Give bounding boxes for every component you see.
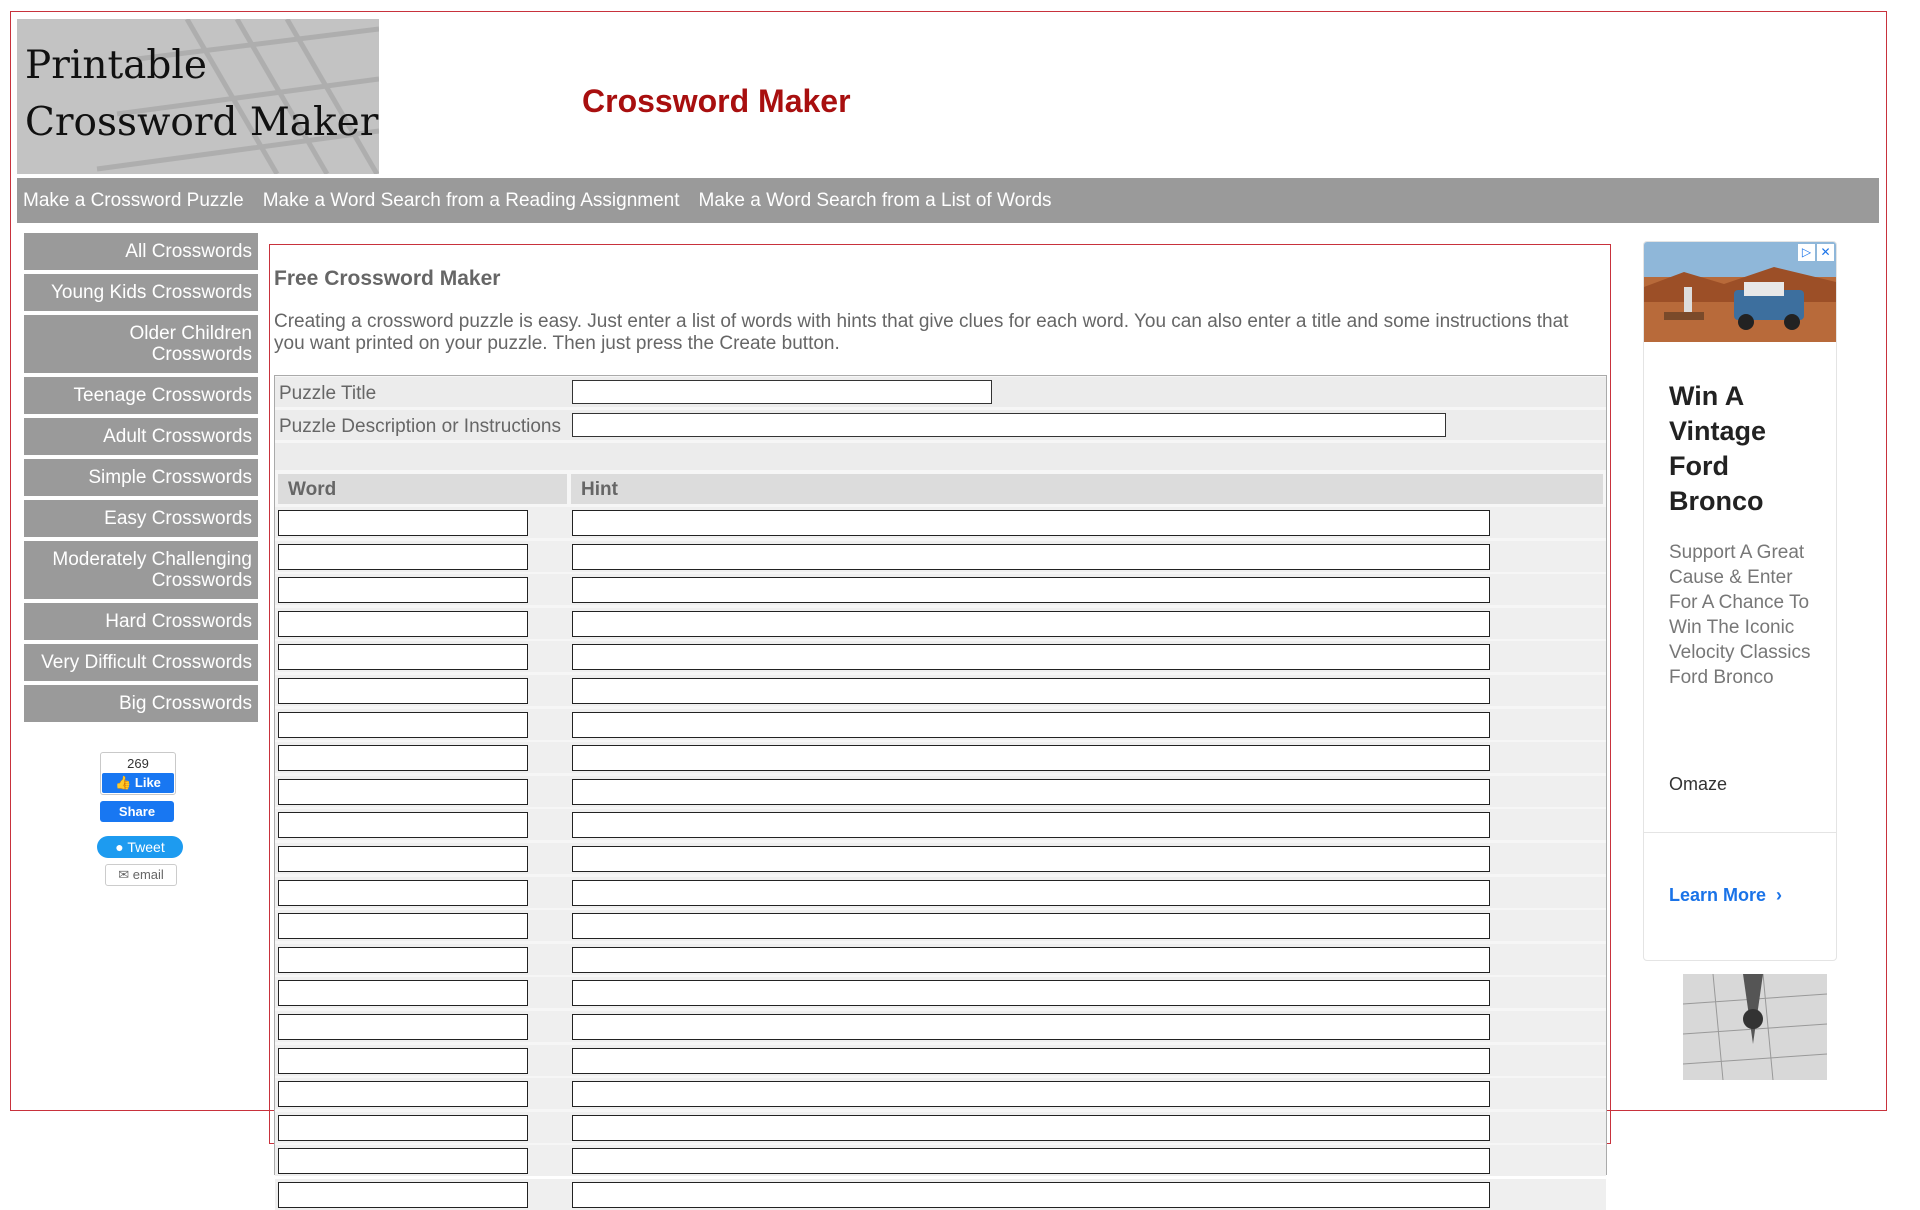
word-input[interactable] [278, 947, 528, 973]
chevron-right-icon: › [1771, 885, 1783, 905]
sidebar-item-big[interactable]: Big Crosswords [24, 685, 258, 722]
word-input[interactable] [278, 1081, 528, 1107]
word-hint-row [275, 608, 1606, 639]
hint-input[interactable] [572, 779, 1490, 805]
hint-input[interactable] [572, 913, 1490, 939]
word-input[interactable] [278, 913, 528, 939]
word-hint-row [275, 877, 1606, 908]
word-input[interactable] [278, 779, 528, 805]
intro-text: Creating a crossword puzzle is easy. Just enter a list of words with hints that give clues for each word. You can also enter a title and some instructions that you want printed on your puzzle. Then just press the Create button. [274, 311, 1569, 354]
fb-like-count: 269 [127, 756, 149, 771]
word-hint-row [275, 977, 1606, 1008]
hint-input[interactable] [572, 510, 1490, 536]
hint-input[interactable] [572, 745, 1490, 771]
word-hint-row [275, 1145, 1606, 1176]
ad-badges [1798, 244, 1834, 261]
hint-input[interactable] [572, 712, 1490, 738]
word-hint-row [275, 944, 1606, 975]
email-label: email [132, 867, 164, 882]
puzzle-title-input[interactable] [572, 380, 992, 404]
twitter-bird-icon: ● [115, 839, 124, 855]
word-hint-row [275, 1179, 1606, 1210]
ad-brand: Omaze [1669, 774, 1728, 794]
puzzle-desc-input[interactable] [572, 413, 1446, 437]
word-hint-row [275, 641, 1606, 672]
advertisement[interactable] [1643, 241, 1837, 961]
hint-input[interactable] [572, 1182, 1490, 1208]
hint-input[interactable] [572, 812, 1490, 838]
top-nav [17, 178, 1879, 223]
fb-share-button[interactable]: Share [100, 801, 174, 822]
word-hint-row [275, 776, 1606, 807]
word-hint-row [275, 1078, 1606, 1109]
word-input[interactable] [278, 678, 528, 704]
word-hint-row [275, 1011, 1606, 1042]
adchoices-icon[interactable]: ▷ [1798, 244, 1815, 261]
hint-input[interactable] [572, 1148, 1490, 1174]
site-logo[interactable] [17, 19, 379, 174]
word-input[interactable] [278, 980, 528, 1006]
word-hint-row [275, 574, 1606, 605]
word-input[interactable] [278, 611, 528, 637]
logo-line-2: Crossword Maker [25, 100, 379, 145]
sidebar-item-all[interactable]: All Crosswords [24, 233, 258, 270]
ad-learn-more-button[interactable] [1669, 885, 1782, 906]
envelope-icon: ✉ [118, 867, 130, 882]
secondary-ad-image[interactable] [1683, 974, 1827, 1080]
ad-headline[interactable]: Win A Vintage Ford Bronco [1669, 381, 1767, 516]
sidebar-item-very-difficult[interactable]: Very Difficult Crosswords [24, 644, 258, 681]
word-hint-row [275, 1112, 1606, 1143]
fb-like-box[interactable] [100, 752, 176, 795]
hint-input[interactable] [572, 846, 1490, 872]
word-column-header: Word [278, 474, 567, 504]
hint-input[interactable] [572, 644, 1490, 670]
word-hint-row [275, 507, 1606, 538]
word-input[interactable] [278, 644, 528, 670]
thumbs-up-icon: 👍 [115, 775, 132, 790]
hint-input[interactable] [572, 1115, 1490, 1141]
sidebar-item-hard[interactable]: Hard Crosswords [24, 603, 258, 640]
word-input[interactable] [278, 1115, 528, 1141]
word-input[interactable] [278, 544, 528, 570]
word-input[interactable] [278, 1048, 528, 1074]
word-input[interactable] [278, 812, 528, 838]
close-icon[interactable]: ✕ [1817, 244, 1834, 261]
hint-input[interactable] [572, 1048, 1490, 1074]
hint-input[interactable] [572, 1081, 1490, 1107]
nav-make-crossword[interactable]: Make a Crossword Puzzle [23, 189, 244, 211]
hint-input[interactable] [572, 611, 1490, 637]
tweet-label: Tweet [127, 839, 165, 855]
word-hint-row [275, 843, 1606, 874]
sidebar-item-older-children[interactable]: Older Children Crosswords [24, 315, 258, 373]
main-heading: Free Crossword Maker [274, 267, 501, 290]
hint-input[interactable] [572, 1014, 1490, 1040]
nav-word-search-list[interactable]: Make a Word Search from a List of Words [698, 189, 1052, 211]
puzzle-desc-row [275, 410, 1606, 440]
hint-input[interactable] [572, 980, 1490, 1006]
nav-word-search-reading[interactable]: Make a Word Search from a Reading Assignment [262, 189, 680, 211]
hint-input[interactable] [572, 678, 1490, 704]
word-hint-row [275, 742, 1606, 773]
fb-like-button[interactable] [102, 773, 174, 793]
spacer-row [275, 443, 1606, 470]
word-hint-row [275, 675, 1606, 706]
main-panel [269, 244, 1611, 1144]
hint-input[interactable] [572, 947, 1490, 973]
sidebar-item-teenage[interactable]: Teenage Crosswords [24, 377, 258, 414]
word-hint-row [275, 1045, 1606, 1076]
word-input[interactable] [278, 712, 528, 738]
ad-learn-more-label: Learn More [1669, 885, 1767, 905]
word-input[interactable] [278, 577, 528, 603]
sidebar-item-adult[interactable]: Adult Crosswords [24, 418, 258, 455]
word-input[interactable] [278, 1148, 528, 1174]
social-buttons [100, 752, 180, 886]
word-input[interactable] [278, 880, 528, 906]
fb-like-label: Like [134, 775, 161, 790]
hint-column-header: Hint [571, 474, 1603, 504]
site-title: Crossword Maker [582, 83, 851, 119]
puzzle-title-label: Puzzle Title [279, 383, 377, 404]
word-hint-row [275, 541, 1606, 572]
ad-divider [1644, 832, 1836, 833]
email-share-button[interactable] [105, 864, 177, 886]
sidebar-item-simple[interactable]: Simple Crosswords [24, 459, 258, 496]
sidebar-item-young-kids[interactable]: Young Kids Crosswords [24, 274, 258, 311]
logo-line-1: Printable [25, 43, 207, 88]
logo-text [25, 37, 378, 151]
hint-input[interactable] [572, 880, 1490, 906]
word-input[interactable] [278, 1014, 528, 1040]
puzzle-desc-label: Puzzle Description or Instructions [279, 416, 561, 437]
sidebar [24, 233, 258, 726]
sidebar-item-easy[interactable]: Easy Crosswords [24, 500, 258, 537]
word-input[interactable] [278, 1182, 528, 1208]
word-hint-row [275, 910, 1606, 941]
word-input[interactable] [278, 846, 528, 872]
puzzle-form [274, 375, 1607, 1175]
word-hint-row [275, 809, 1606, 840]
hint-input[interactable] [572, 577, 1490, 603]
tweet-button[interactable] [97, 836, 183, 858]
puzzle-title-row [275, 377, 1606, 407]
word-input[interactable] [278, 745, 528, 771]
ad-body: Support A Great Cause & Enter For A Chance To Win The Iconic Velocity Classics Ford Bronco [1669, 542, 1811, 688]
word-input[interactable] [278, 510, 528, 536]
sidebar-item-moderate[interactable]: Moderately Challenging Crosswords [24, 541, 258, 599]
hint-input[interactable] [572, 544, 1490, 570]
word-hint-row [275, 709, 1606, 740]
